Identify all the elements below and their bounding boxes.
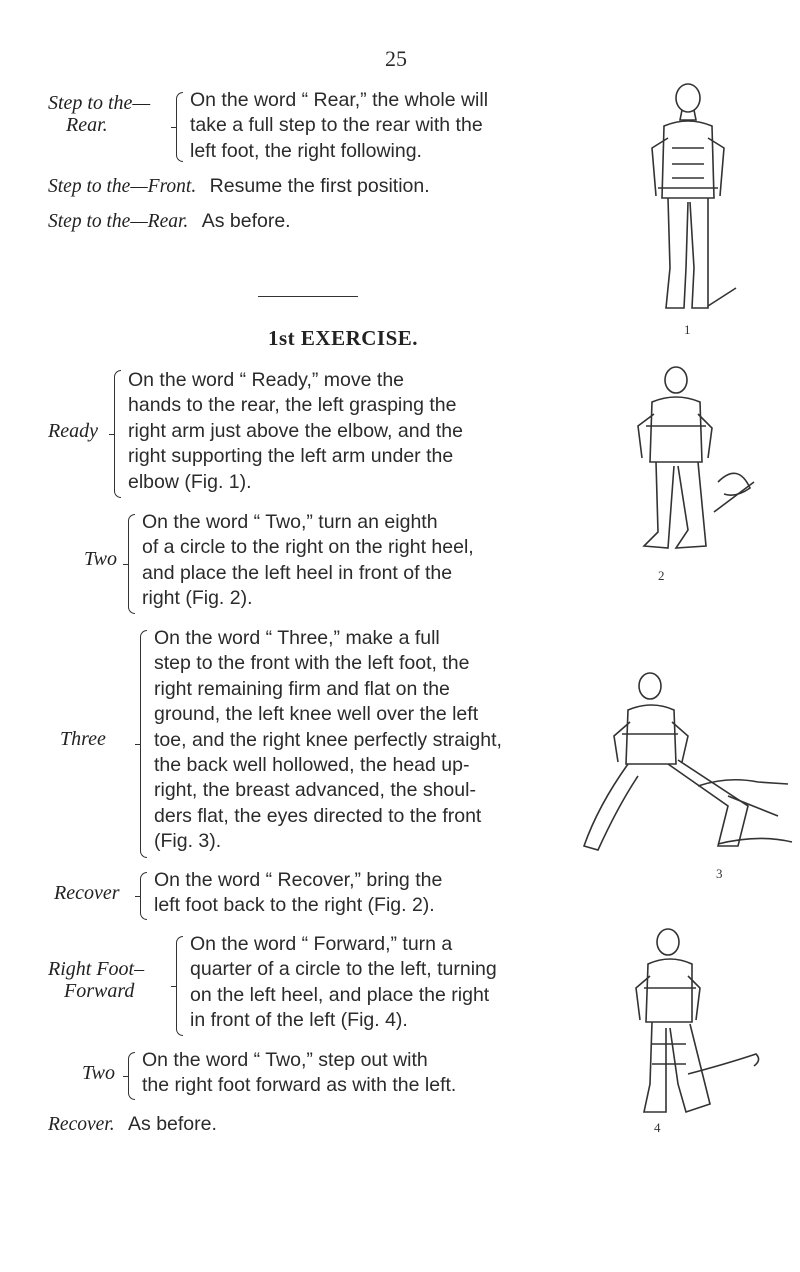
entry-text: Resume the first position.: [209, 175, 430, 197]
page-number: 25: [385, 46, 407, 71]
entry-two-second: [48, 1048, 618, 1104]
fencer-figure-icon: [628, 78, 758, 318]
fencer-lunge-icon: [578, 666, 800, 866]
entry-ready: [48, 368, 618, 500]
entry-recover: [48, 868, 618, 924]
entry-step-front: [48, 174, 430, 199]
entry-label: Step to the— Rear.: [48, 92, 151, 136]
entry-two: [48, 510, 618, 616]
brace: [114, 370, 121, 498]
fencer-figure-icon: [626, 924, 776, 1124]
entry-label: Right Foot– Forward: [48, 958, 145, 1002]
figure-number: 2: [658, 568, 665, 583]
brace: [140, 630, 147, 858]
entry-text: On the word “ Recover,” bring the left foot back to the right (Fig. 2).: [154, 869, 443, 917]
figure-number: 3: [716, 866, 723, 881]
brace: [176, 936, 183, 1036]
entry-text: On the word “ Two,” turn an eighth of a circle to the right on the right heel, and place the left heel in front of the right (Fig. 2).: [142, 511, 474, 610]
entry-step-rear: [48, 88, 618, 168]
brace: [128, 1052, 135, 1100]
entry-text: On the word “ Two,” step out with the right foot forward as with the left.: [142, 1049, 457, 1097]
brace: [176, 92, 183, 162]
brace: [140, 872, 147, 920]
entry-text: On the word “ Three,” make a full step to the front with the left foot, the right remaining firm and flat on the ground, the left knee well over the left toe, and the right knee perfectly straight, the back well hollowed, the head up- right, the breast advanced, the shoul- ders flat, the eyes directed to the front (Fig. 3).: [154, 627, 502, 853]
entry-text: As before.: [128, 1113, 217, 1135]
entry-label: Two: [82, 1062, 115, 1084]
entry-right-foot-forward: [48, 932, 618, 1038]
entry-three: [48, 626, 618, 858]
entry-label: Step to the—Rear.: [48, 211, 189, 232]
entry-text: As before.: [201, 210, 291, 232]
fencer-figure-icon: [618, 362, 768, 562]
entry-text: On the word “ Rear,” the whole will take a full step to the rear with the left foot, the right following.: [190, 89, 489, 162]
entry-step-rear-again: [48, 209, 291, 234]
entry-label: Ready: [48, 420, 98, 442]
figure-number: 1: [684, 322, 691, 337]
figure-2: [618, 362, 768, 602]
exercise-heading: 1st EXERCISE.: [268, 326, 419, 350]
figure-1: [628, 78, 758, 378]
entry-text: On the word “ Ready,” move the hands to the rear, the left grasping the right arm just above the elbow, and the right supporting the left arm under the elbow (Fig. 1).: [128, 369, 463, 493]
entry-label: Three: [60, 728, 106, 750]
entry-label: Recover.: [48, 1114, 115, 1135]
entry-label: Recover: [54, 882, 120, 904]
entry-recover-again: [48, 1112, 217, 1137]
brace: [128, 514, 135, 614]
figure-4: [626, 924, 776, 1154]
figure-number: 4: [654, 1120, 661, 1135]
entry-label: Step to the—Front.: [48, 176, 197, 197]
entry-label: Two: [84, 548, 117, 570]
entry-text: On the word “ Forward,” turn a quarter of a circle to the left, turning on the left heel, and place the right in front of the left (Fig. 4).: [190, 933, 497, 1032]
figure-3: [578, 666, 800, 906]
divider: [258, 296, 358, 297]
